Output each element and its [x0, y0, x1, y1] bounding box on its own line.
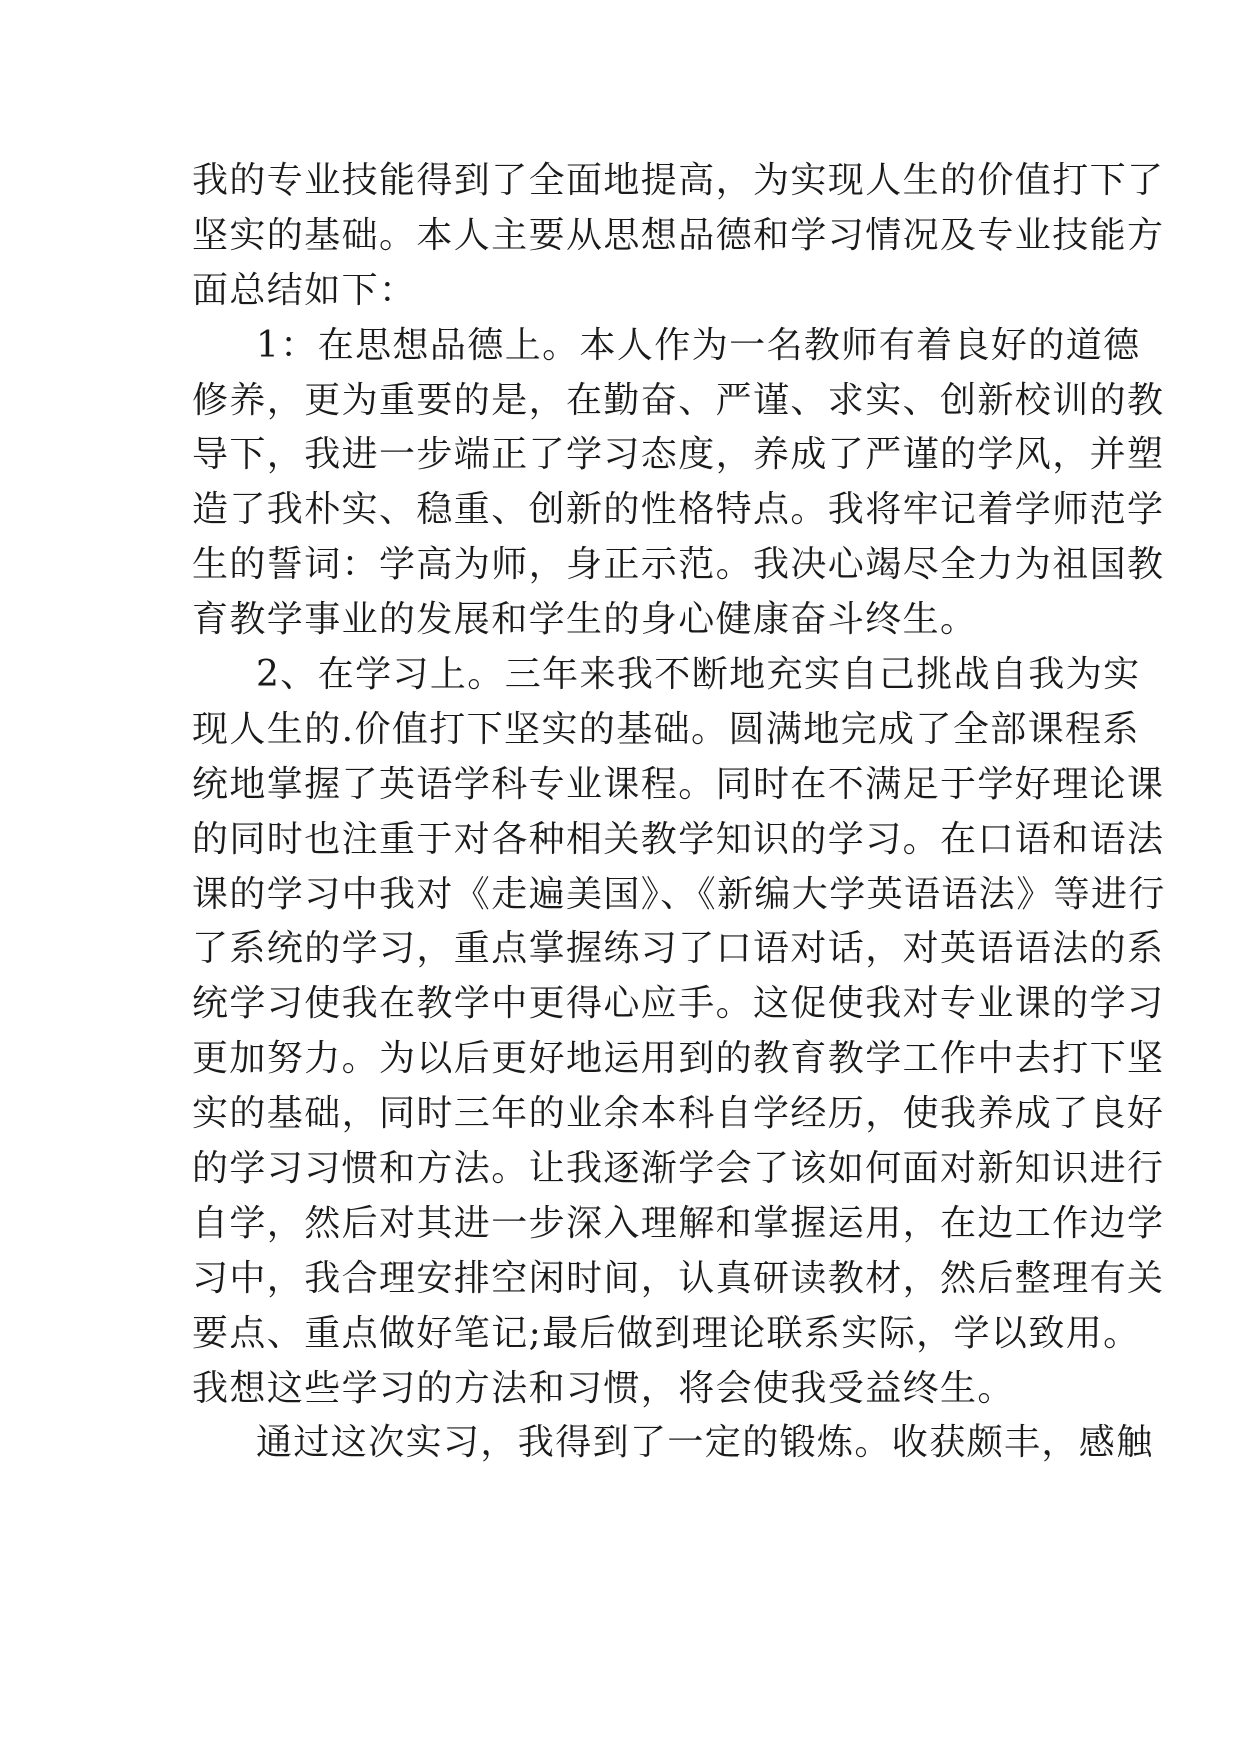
paragraph-start-line: 1：在思想品德上。本人作为一名教师有着良好的道德	[256, 324, 1141, 366]
text-line: 生的誓词：学高为师，身正示范。我决心竭尽全力为祖国教	[192, 544, 1165, 586]
text-line: 习中，我合理安排空闲时间，认真研读教材，然后整理有关	[192, 1257, 1165, 1299]
text-line: 统地掌握了英语学科专业课程。同时在不满足于学好理论课	[192, 763, 1165, 805]
text-line: 现人生的.价值打下坚实的基础。圆满地完成了全部课程系	[192, 708, 1140, 750]
text-line: 要点、重点做好笔记;最后做到理论联系实际，学以致用。	[192, 1312, 1141, 1354]
text-line: 的学习习惯和方法。让我逐渐学会了该如何面对新知识进行	[192, 1148, 1165, 1190]
text-line: 我的专业技能得到了全面地提高，为实现人生的价值打下了	[192, 160, 1165, 201]
paragraph-start-line: 通过这次实习，我得到了一定的锻炼。收获颇丰，感触	[256, 1422, 1154, 1464]
text-line: 导下，我进一步端正了学习态度，养成了严谨的学风，并塑	[192, 434, 1165, 476]
paragraph-start-line: 2、在学习上。三年来我不断地充实自己挑战自我为实	[256, 654, 1141, 696]
text-line: 统学习使我在教学中更得心应手。这促使我对专业课的学习	[192, 983, 1165, 1025]
text-line: 课的学习中我对《走遍美国》、《新编大学英语语法》等进行	[192, 873, 1166, 915]
text-line: 更加努力。为以后更好地运用到的教育教学工作中去打下坚	[192, 1038, 1165, 1080]
text-line: 修养，更为重要的是，在勤奋、严谨、求实、创新校训的教	[192, 379, 1165, 421]
text-line: 的同时也注重于对各种相关教学知识的学习。在口语和语法	[192, 818, 1165, 860]
text-line: 实的基础，同时三年的业余本科自学经历，使我养成了良好	[192, 1093, 1165, 1135]
text-line: 面总结如下：	[192, 269, 417, 311]
text-line: 自学，然后对其进一步深入理解和掌握运用，在边工作边学	[192, 1202, 1165, 1244]
text-line: 坚实的基础。本人主要从思想品德和学习情况及专业技能方	[192, 214, 1165, 256]
text-line: 育教学事业的发展和学生的身心健康奋斗终生。	[192, 599, 978, 641]
document-body	[192, 154, 1166, 1471]
text-line: 了系统的学习，重点掌握练习了口语对话，对英语语法的系	[192, 928, 1165, 970]
text-line: 造了我朴实、稳重、创新的性格特点。我将牢记着学师范学	[192, 489, 1165, 531]
text-line: 我想这些学习的方法和习惯，将会使我受益终生。	[192, 1367, 1015, 1409]
